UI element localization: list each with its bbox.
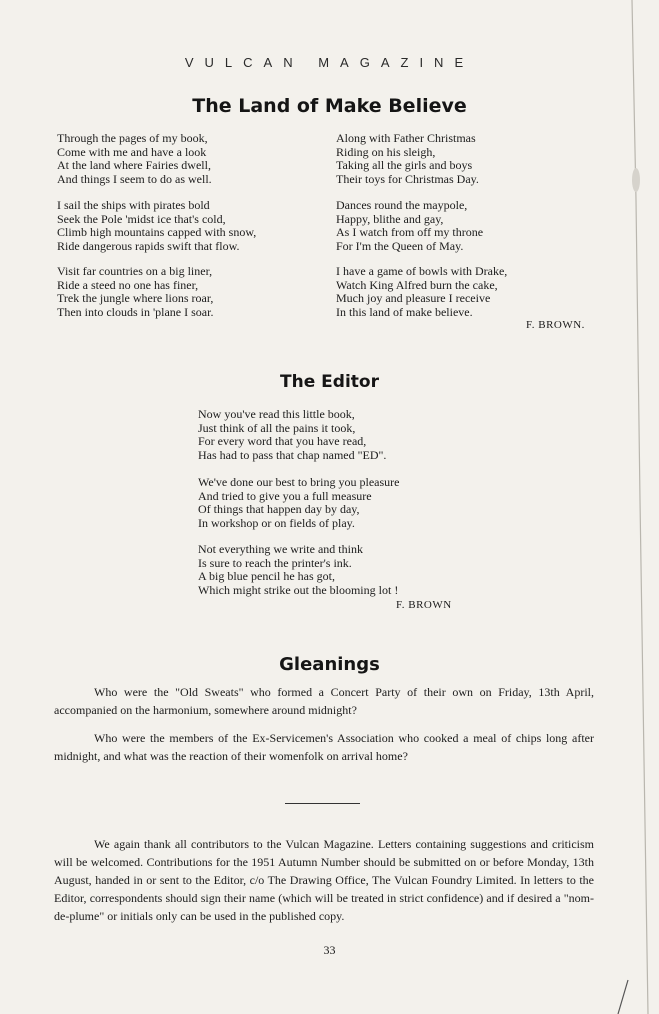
verse-line: I sail the ships with pirates bold (57, 198, 210, 212)
verse-line: In this land of make believe. (336, 304, 473, 319)
poem1-left-stanza-3 (57, 265, 213, 319)
poem1-left-stanza-2 (57, 199, 256, 253)
verse-line: Taking all the girls and boys (336, 158, 473, 172)
poem2-stanza-1 (198, 408, 386, 462)
verse-line: And tried to give you a full measure (198, 488, 372, 503)
poem1-right-stanza-3 (336, 265, 507, 319)
verse-line: We've done our best to bring you pleasure (198, 475, 400, 489)
verse-line: Happy, blithe and gay, (336, 211, 444, 226)
verse-line: Ride dangerous rapids swift that flow. (57, 238, 240, 253)
poem2-stanza-3 (198, 543, 398, 597)
verse-line: Much joy and pleasure I receive (336, 291, 491, 305)
verse-line: Their toys for Christmas Day. (336, 171, 479, 186)
gleanings-paragraph: Who were the "Old Sweats" who formed a Concert Party of their own on Friday, 13th April, accompanied on the harmonium, somewhere around midnight? (54, 685, 594, 717)
verse-line: Which might strike out the blooming lot ! (198, 582, 399, 597)
verse-line: Seek the Pole 'midst ice that's cold, (57, 211, 226, 226)
verse-line: And things I seem to do as well. (57, 171, 212, 186)
page-number: 33 (323, 943, 336, 957)
verse-line: Riding on his sleigh, (336, 144, 436, 159)
verse-line: For I'm the Queen of May. (336, 238, 464, 253)
poem2-stanza-2 (198, 476, 399, 530)
verse-line: Not everything we write and think (198, 542, 363, 556)
poem-title-land-of-make-believe: The Land of Make Believe (192, 95, 467, 117)
verse-line: Come with me and have a look (57, 144, 207, 159)
poem1-left-stanza-1 (57, 132, 212, 186)
verse-line: Watch King Alfred burn the cake, (336, 277, 498, 292)
verse-line: Dances round the maypole, (336, 198, 468, 212)
verse-line: Then into clouds in 'plane I soar. (57, 304, 214, 319)
verse-line: Through the pages of my book, (57, 131, 208, 145)
poem-title-the-editor: The Editor (280, 372, 379, 392)
verse-line: Of things that happen day by day, (198, 502, 360, 516)
verse-line: Has had to pass that chap named "ED". (198, 447, 387, 462)
poem1-signature: F. BROWN. (526, 319, 585, 331)
verse-line: Now you've read this little book, (198, 407, 355, 421)
verse-line: Just think of all the pains it took, (198, 420, 356, 435)
editor-notice-paragraph: We again thank all contributors to the Vulcan Magazine. Letters containing suggestions and criticism will be welcomed. Contributions for the 1951 Autumn Number should be submitted on or before Monday, 13th August, handed in or sent to the Editor, c/o The Drawing Office, The Vulcan Foundry Limited. In letters to the Editor, correspondents should sign their name (which will be treated in strict confidence) and if desired a "nom-de-plume" or initials only can be used in the published copy. (54, 837, 594, 923)
verse-line: Is sure to reach the printer's ink. (198, 555, 352, 570)
section-title-gleanings: Gleanings (279, 654, 380, 675)
section-divider (285, 803, 360, 804)
verse-line: Trek the jungle where lions roar, (57, 291, 214, 305)
poem1-right-stanza-2 (336, 199, 483, 253)
verse-line: As I watch from off my throne (336, 225, 484, 239)
verse-line: A big blue pencil he has got, (198, 569, 335, 583)
poem1-right-stanza-1 (336, 132, 479, 186)
verse-line: At the land where Fairies dwell, (57, 158, 211, 172)
verse-line: Visit far countries on a big liner, (57, 264, 213, 278)
verse-line: For every word that you have read, (198, 434, 367, 448)
verse-line: Climb high mountains capped with snow, (57, 225, 257, 239)
verse-line: I have a game of bowls with Drake, (336, 264, 508, 278)
verse-line: In workshop or on fields of play. (198, 515, 355, 530)
running-head: VULCAN MAGAZINE (184, 55, 475, 70)
poem2-signature: F. BROWN (396, 599, 452, 611)
verse-line: Ride a steed no one has finer, (57, 277, 199, 292)
gleanings-paragraph: Who were the members of the Ex-Servicemen's Association who cooked a meal of chips long after midnight, and what was the reaction of their womenfolk on arrival home? (54, 731, 594, 763)
verse-line: Along with Father Christmas (336, 131, 476, 145)
